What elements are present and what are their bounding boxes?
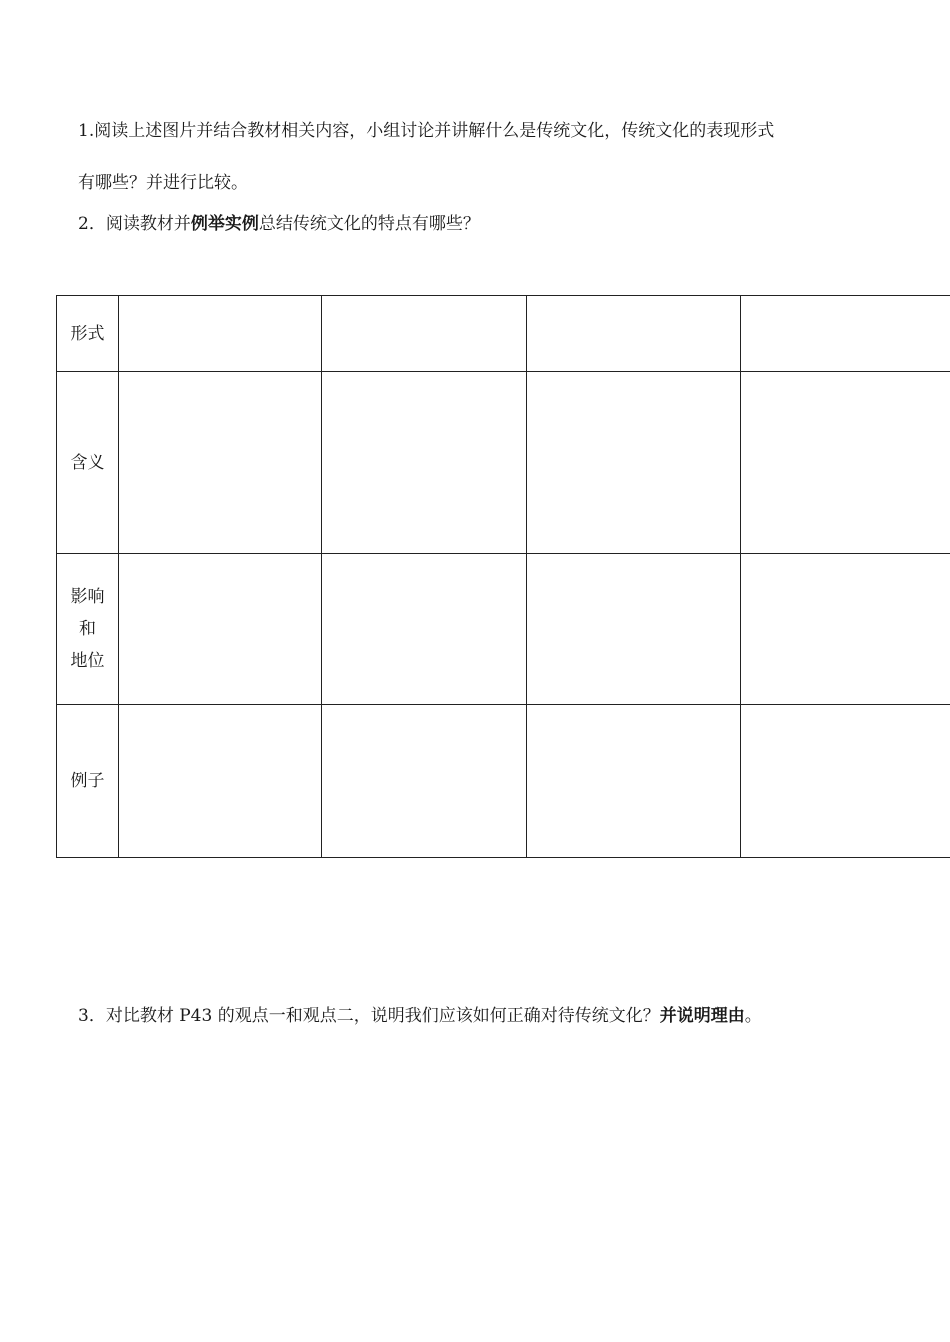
question-1-line-2: 有哪些？并进行比较。 (78, 173, 248, 193)
table-cell[interactable] (741, 554, 950, 705)
row-label-influence (57, 554, 119, 705)
table-cell[interactable] (322, 554, 527, 705)
table-cell[interactable] (119, 372, 322, 554)
row-label-text: 和 (79, 619, 96, 639)
question-3-prefix: 3．对比教材 P43 的观点一和观点二，说明我们应该如何正确对待传统文化？ (78, 1006, 660, 1026)
row-label-text: 例子 (70, 771, 105, 791)
question-2-suffix: 总结传统文化的特点有哪些？ (258, 214, 480, 234)
table-cell[interactable] (527, 554, 741, 705)
table-cell[interactable] (527, 296, 741, 372)
row-label-meaning (57, 372, 119, 554)
row-label-form (57, 296, 119, 372)
table-cell[interactable] (119, 554, 322, 705)
question-2 (78, 213, 480, 235)
table-cell[interactable] (119, 705, 322, 858)
row-label-text: 影响 (70, 587, 105, 607)
table-cell[interactable] (322, 296, 527, 372)
table-cell[interactable] (322, 372, 527, 554)
question-3-suffix: 。 (744, 1006, 762, 1026)
comparison-table (56, 295, 950, 858)
table-cell[interactable] (741, 705, 950, 858)
row-label-text: 地位 (70, 651, 105, 671)
row-label-text: 含义 (70, 452, 105, 473)
question-2-emphasis: 例举实例 (190, 214, 259, 234)
table-cell[interactable] (527, 372, 741, 554)
table-row-influence (57, 554, 950, 705)
question-3 (78, 1005, 762, 1027)
question-2-prefix: 2．阅读教材并 (78, 214, 191, 234)
table-cell[interactable] (741, 296, 950, 372)
table-cell[interactable] (322, 705, 527, 858)
table-cell[interactable] (741, 372, 950, 554)
table-cell[interactable] (527, 705, 741, 858)
table-row-form (57, 296, 950, 372)
table-row-meaning (57, 372, 950, 554)
table-row-examples (57, 705, 950, 858)
row-label-examples (57, 705, 119, 858)
question-3-emphasis: 并说明理由 (659, 1006, 745, 1026)
table-cell[interactable] (119, 296, 322, 372)
row-label-text: 形式 (70, 323, 105, 344)
question-1-line-1: 1.阅读上述图片并结合教材相关内容，小组讨论并讲解什么是传统文化，传统文化的表现形式 (78, 121, 775, 141)
